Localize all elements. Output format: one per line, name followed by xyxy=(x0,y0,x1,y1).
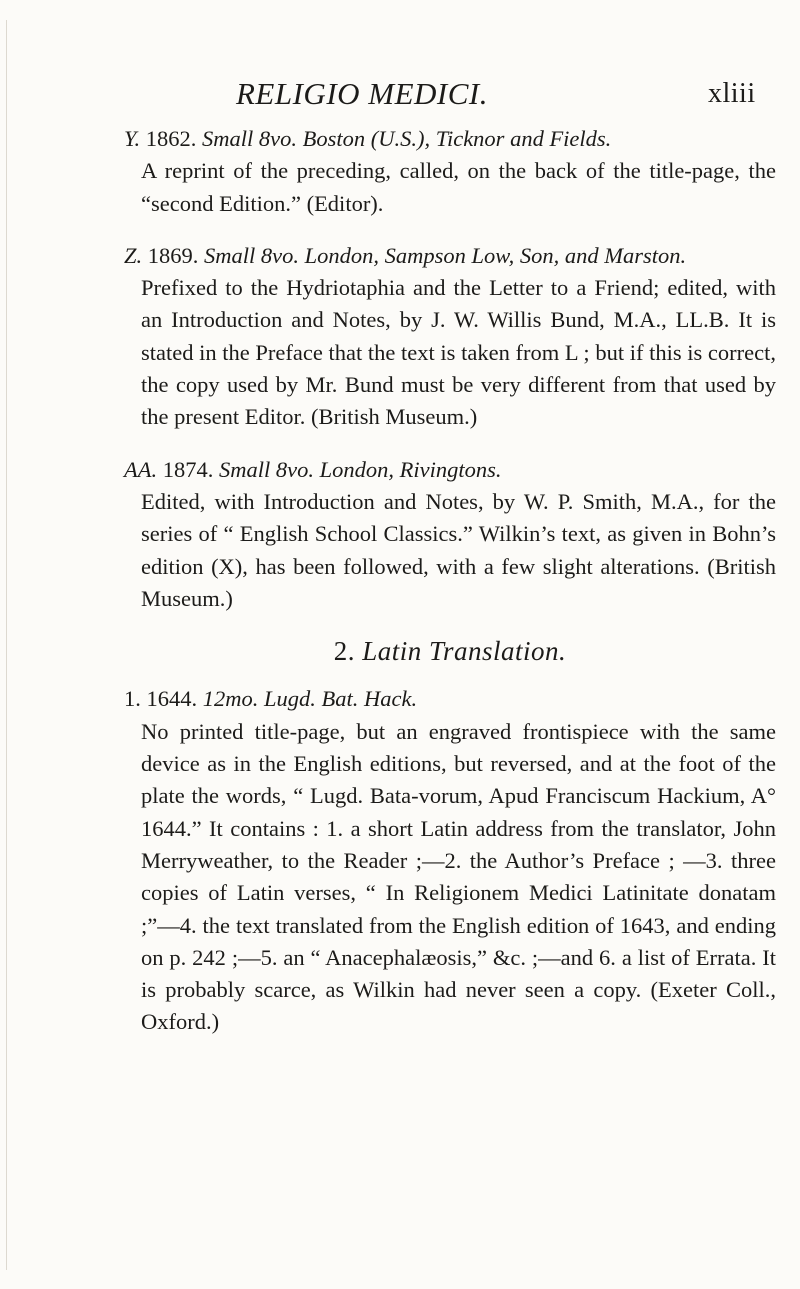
page-header xyxy=(0,70,800,110)
entry-format: Small 8vo. xyxy=(219,456,314,482)
edition-entry-aa xyxy=(124,454,776,615)
section-heading xyxy=(124,635,776,667)
entry-format: Small 8vo. xyxy=(204,242,300,268)
entry-publisher: Boston (U.S.), Ticknor and Fields. xyxy=(302,126,612,151)
entry-description: Prefixed to the Hydriotaphia and the Letter to a Friend; edited, with an Introduction and Notes, by J. W. Willis Bund, M.A., LL.B. It is stated in the Preface that the text is taken from L ; but if this is correct, the copy used by Mr. Bund must be very different from that used by the present Editor. (British Museum.) xyxy=(141,275,776,430)
entry-description: No printed title-page, but an engraved frontispiece with the same device as in the English editions, but reversed, and at the foot of the plate the words, “ Lugd. Bata-vorum, Apud Franciscum Hackium, A° 1644.” It contains : 1. a short Latin address from the translator, John Merryweather, to the Reader ;—2. the Author’s Preface ; —3. three copies of Latin verses, “ In Religionem Medici Latinitate donatam ;”—4. the text translated from the English edition of 1643, and ending on p. 242 ;—5. an “ Anacephalæosis,” &c. ;—and 6. a list of Errata. It is probably scarce, as Wilkin had never seen a copy. (Exeter Coll., Oxford.) xyxy=(141,718,776,1035)
entry-letter: AA. xyxy=(124,456,158,482)
running-head: RELIGIO MEDICI. xyxy=(236,76,489,111)
entry-format: 12mo. xyxy=(202,686,259,712)
page-edge-shadow xyxy=(6,20,7,1270)
entry-year: 1874. xyxy=(162,456,214,482)
entry-letter: Z. xyxy=(124,242,143,268)
entry-description: Edited, with Introduction and Notes, by W. P. Smith, M.A., for the series of “ English School Classics.” Wilkin’s text, as given in Bohn’s edition (X), has been followed, with a few slight alterations. (British Museum.) xyxy=(141,488,776,611)
entry-heading xyxy=(124,123,776,155)
entry-year: 1644. xyxy=(146,686,198,712)
entry-year: 1869. xyxy=(147,242,199,268)
entry-year: 1862. xyxy=(145,126,197,151)
entry-description: A reprint of the preceding, called, on the back of the title-page, the “second Edition.” (Editor). xyxy=(141,158,776,216)
section-number: 2. xyxy=(333,636,355,667)
page-number: xliii xyxy=(708,78,756,109)
edition-entry-z xyxy=(124,240,776,434)
section-title: Latin Translation. xyxy=(362,636,567,667)
page-body xyxy=(124,123,776,1059)
latin-edition-entry-1 xyxy=(124,683,776,1038)
entry-publisher: London, Sampson Low, Son, and Marston. xyxy=(304,242,687,268)
entry-format: Small 8vo. xyxy=(201,126,297,151)
entry-heading xyxy=(124,240,776,272)
entry-publisher: Lugd. Bat. Hack. xyxy=(264,686,418,712)
edition-entry-y xyxy=(124,123,776,220)
entry-heading xyxy=(124,683,776,715)
entry-publisher: London, Rivingtons. xyxy=(319,456,502,482)
entry-letter: Y. xyxy=(124,126,141,151)
entry-heading xyxy=(124,454,776,486)
entry-number: 1. xyxy=(124,686,141,712)
